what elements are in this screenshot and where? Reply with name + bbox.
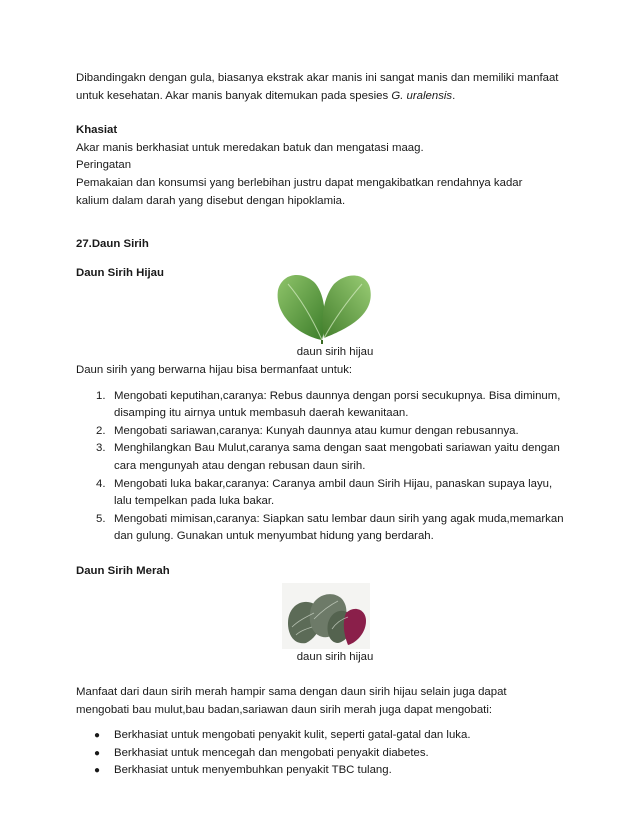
bullet-icon: ●	[94, 730, 101, 742]
merah-intro-line-1: Manfaat dari daun sirih merah hampir sama dengan daun sirih hijau selain juga dapat	[76, 686, 507, 699]
khasiat-text: Akar manis berkhasiat untuk meredakan batuk dan mengatasi maag.	[76, 141, 424, 154]
list-item: 4. Mengobati luka bakar,caranya: Caranya ambil daun Sirih Hijau, panaskan supaya layu, lalu tempelkan pada luka bakar.	[96, 477, 553, 508]
hijau-intro: Daun sirih yang berwarna hijau bisa bermanfaat untuk:	[76, 363, 353, 376]
merah-heading: Daun Sirih Merah	[76, 564, 170, 577]
merah-list	[76, 727, 576, 780]
red-betel-image	[76, 583, 576, 649]
list-item: ● Berkhasiat untuk menyembuhkan penyakit TBC tulang.	[76, 762, 576, 780]
intro-line-1: Dibandingakn dengan gula, biasanya ekstrak akar manis ini sangat manis dan memiliki manfaat	[76, 72, 559, 84]
bullet-icon: ●	[94, 747, 101, 759]
red-leaf-illustration	[282, 583, 370, 649]
section-title: 27.Daun Sirih	[76, 238, 149, 251]
list-item: 5. Mengobati mimisan,caranya: Siapkan satu lembar daun sirih yang agak muda,memarkan dan gulung. Gunakan untuk menyumbat hidung yang berdarah.	[96, 512, 564, 543]
green-leaf-illustration	[270, 268, 382, 344]
warning-line-2: kalium dalam darah yang disebut dengan hipoklamia.	[76, 194, 346, 207]
warning-line-1: Pemakaian dan konsumsi yang berlebihan justru dapat mengakibatkan rendahnya kadar	[76, 176, 523, 189]
intro-line-2: untuk kesehatan. Akar manis banyak ditemukan pada spesies G. uralensis.	[76, 89, 456, 102]
list-item: 1. Mengobati keputihan,caranya: Rebus daunnya dengan porsi secukupnya. Bisa diminum, disamping itu airnya untuk membasuh daerah kewanitaan.	[96, 389, 561, 420]
red-image-caption: daun sirih hijau	[296, 651, 374, 664]
peringatan-label: Peringatan	[76, 159, 132, 172]
list-item: ● Berkhasiat untuk mencegah dan mengobati penyakit diabetes.	[76, 745, 576, 763]
list-item: ● Berkhasiat untuk mengobati penyakit kulit, seperti gatal-gatal dan luka.	[76, 727, 576, 745]
hijau-list	[76, 388, 576, 546]
green-image-caption: daun sirih hijau	[296, 346, 374, 359]
hijau-heading: Daun Sirih Hijau	[76, 266, 164, 279]
species-name: G. uralensis	[391, 89, 453, 102]
khasiat-heading: Khasiat	[76, 124, 118, 137]
document-page	[76, 70, 576, 780]
list-item: 2. Mengobati sariawan,caranya: Kunyah daunnya atau kumur dengan rebusannya.	[96, 424, 519, 437]
bullet-icon: ●	[94, 765, 101, 777]
list-item: 3. Menghilangkan Bau Mulut,caranya sama dengan saat mengobati sariawan yaitu dengan cara mengunyah atau dengan rebusan daun sirih.	[96, 442, 560, 472]
merah-intro-line-2: mengobati bau mulut,bau badan,sariawan daun sirih merah juga dapat mengobati:	[76, 703, 493, 716]
